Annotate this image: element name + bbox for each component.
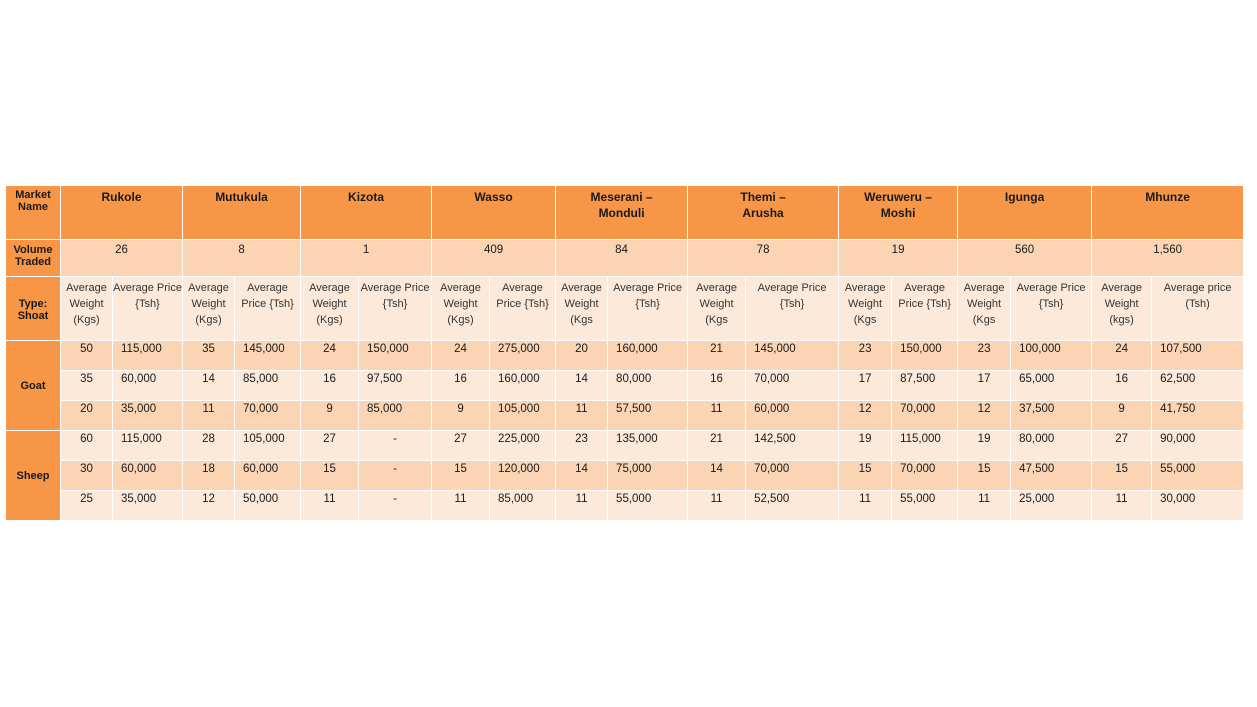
average-price-value: 35,000 bbox=[113, 401, 183, 431]
average-price-value: 65,000 bbox=[1011, 371, 1092, 401]
average-weight-value: 11 bbox=[301, 491, 359, 521]
average-price-value: - bbox=[359, 461, 432, 491]
average-weight-header: Average Weight (Kgs bbox=[958, 277, 1011, 341]
average-weight-value: 15 bbox=[958, 461, 1011, 491]
average-price-value: 57,500 bbox=[608, 401, 688, 431]
average-weight-value: 23 bbox=[556, 431, 608, 461]
volume-traded-value: 1 bbox=[301, 240, 432, 277]
average-price-value: 70,000 bbox=[892, 401, 958, 431]
average-price-value: 145,000 bbox=[746, 341, 839, 371]
market-name-cell bbox=[432, 186, 556, 240]
average-price-value: 50,000 bbox=[235, 491, 301, 521]
average-price-value: 115,000 bbox=[892, 431, 958, 461]
average-weight-value: 35 bbox=[61, 371, 113, 401]
market-name-line: Igunga bbox=[1004, 190, 1045, 204]
average-weight-value: 27 bbox=[1092, 431, 1152, 461]
average-price-value: 60,000 bbox=[113, 461, 183, 491]
average-price-value: 107,500 bbox=[1152, 341, 1244, 371]
livestock-market-table bbox=[5, 185, 1244, 521]
column-subheader-row bbox=[6, 277, 1244, 341]
average-price-value: 85,000 bbox=[235, 371, 301, 401]
average-weight-value: 25 bbox=[61, 491, 113, 521]
average-weight-value: 23 bbox=[958, 341, 1011, 371]
average-weight-value: 14 bbox=[556, 461, 608, 491]
average-price-value: 25,000 bbox=[1011, 491, 1092, 521]
average-price-value: 35,000 bbox=[113, 491, 183, 521]
average-weight-header: Average Weight (Kgs bbox=[839, 277, 892, 341]
average-price-value: 160,000 bbox=[608, 341, 688, 371]
average-price-value: 70,000 bbox=[892, 461, 958, 491]
average-price-value: 105,000 bbox=[490, 401, 556, 431]
average-weight-header: Average Weight (Kgs) bbox=[61, 277, 113, 341]
market-name-cell bbox=[301, 186, 432, 240]
average-price-value: 120,000 bbox=[490, 461, 556, 491]
average-weight-value: 14 bbox=[556, 371, 608, 401]
average-price-value: 145,000 bbox=[235, 341, 301, 371]
average-price-value: 70,000 bbox=[746, 371, 839, 401]
average-weight-value: 17 bbox=[839, 371, 892, 401]
average-weight-value: 12 bbox=[958, 401, 1011, 431]
average-price-value: 70,000 bbox=[235, 401, 301, 431]
average-price-value: 135,000 bbox=[608, 431, 688, 461]
volume-traded-value: 1,560 bbox=[1092, 240, 1244, 277]
average-weight-value: 16 bbox=[301, 371, 359, 401]
market-name-cell bbox=[839, 186, 958, 240]
average-weight-header: Average Weight (Kgs) bbox=[432, 277, 490, 341]
volume-traded-value: 409 bbox=[432, 240, 556, 277]
average-weight-value: 15 bbox=[1092, 461, 1152, 491]
average-price-value: 115,000 bbox=[113, 431, 183, 461]
type-shoat-label: Type: Shoat bbox=[6, 277, 61, 341]
market-name-line: Weruweru – bbox=[864, 190, 932, 204]
market-name-line: Rukole bbox=[101, 190, 142, 204]
livestock-market-table-container bbox=[5, 185, 1241, 521]
average-price-value: 30,000 bbox=[1152, 491, 1244, 521]
average-weight-value: 27 bbox=[301, 431, 359, 461]
average-weight-value: 11 bbox=[556, 401, 608, 431]
average-weight-value: 23 bbox=[839, 341, 892, 371]
average-price-value: 275,000 bbox=[490, 341, 556, 371]
market-name-line: Mhunze bbox=[1145, 190, 1190, 204]
average-weight-value: 11 bbox=[556, 491, 608, 521]
volume-traded-value: 560 bbox=[958, 240, 1092, 277]
average-weight-value: 11 bbox=[958, 491, 1011, 521]
goat-data-row bbox=[6, 341, 1244, 371]
average-price-value: 87,500 bbox=[892, 371, 958, 401]
volume-traded-label: Volume Traded bbox=[6, 240, 61, 277]
average-price-header: Average Price {Tsh} bbox=[113, 277, 183, 341]
market-name-line: Arusha bbox=[742, 206, 784, 220]
average-weight-value: 24 bbox=[301, 341, 359, 371]
goat-label: Goat bbox=[6, 341, 61, 431]
average-price-header: Average Price {Tsh} bbox=[892, 277, 958, 341]
market-name-cell bbox=[1092, 186, 1244, 240]
market-name-row bbox=[6, 186, 1244, 240]
average-weight-value: 21 bbox=[688, 431, 746, 461]
average-weight-header: Average Weight (kgs) bbox=[1092, 277, 1152, 341]
average-weight-value: 27 bbox=[432, 431, 490, 461]
market-name-line: Moshi bbox=[880, 206, 916, 220]
average-price-value: 225,000 bbox=[490, 431, 556, 461]
average-price-value: 41,750 bbox=[1152, 401, 1244, 431]
average-price-value: 90,000 bbox=[1152, 431, 1244, 461]
average-weight-value: 18 bbox=[183, 461, 235, 491]
volume-traded-value: 26 bbox=[61, 240, 183, 277]
average-price-value: 85,000 bbox=[359, 401, 432, 431]
sheep-data-row bbox=[6, 461, 1244, 491]
average-weight-value: 11 bbox=[688, 401, 746, 431]
market-name-line: Themi – bbox=[740, 190, 786, 204]
average-price-value: - bbox=[359, 491, 432, 521]
average-price-value: 55,000 bbox=[608, 491, 688, 521]
average-price-value: 55,000 bbox=[892, 491, 958, 521]
market-name-line: Wasso bbox=[474, 190, 513, 204]
average-price-header: Average Price {Tsh} bbox=[235, 277, 301, 341]
market-name-cell bbox=[61, 186, 183, 240]
market-name-line: Monduli bbox=[598, 206, 645, 220]
average-price-value: 97,500 bbox=[359, 371, 432, 401]
average-weight-value: 11 bbox=[839, 491, 892, 521]
volume-traded-value: 78 bbox=[688, 240, 839, 277]
volume-traded-value: 84 bbox=[556, 240, 688, 277]
average-weight-header: Average Weight (Kgs) bbox=[301, 277, 359, 341]
goat-data-row bbox=[6, 401, 1244, 431]
average-price-value: 47,500 bbox=[1011, 461, 1092, 491]
market-name-line: Mutukula bbox=[215, 190, 268, 204]
average-price-header: Average Price {Tsh} bbox=[359, 277, 432, 341]
average-weight-value: 12 bbox=[839, 401, 892, 431]
average-price-header: Average Price {Tsh} bbox=[490, 277, 556, 341]
average-price-header: Average Price {Tsh} bbox=[608, 277, 688, 341]
volume-traded-value: 8 bbox=[183, 240, 301, 277]
average-weight-value: 60 bbox=[61, 431, 113, 461]
average-weight-value: 9 bbox=[1092, 401, 1152, 431]
average-price-value: 60,000 bbox=[746, 401, 839, 431]
volume-traded-value: 19 bbox=[839, 240, 958, 277]
average-price-value: 100,000 bbox=[1011, 341, 1092, 371]
average-price-value: 55,000 bbox=[1152, 461, 1244, 491]
average-weight-value: 15 bbox=[432, 461, 490, 491]
average-price-value: 115,000 bbox=[113, 341, 183, 371]
average-weight-value: 20 bbox=[61, 401, 113, 431]
average-price-value: - bbox=[359, 431, 432, 461]
average-price-header: Average price (Tsh) bbox=[1152, 277, 1244, 341]
average-price-value: 150,000 bbox=[359, 341, 432, 371]
average-weight-value: 24 bbox=[432, 341, 490, 371]
average-weight-value: 11 bbox=[1092, 491, 1152, 521]
average-weight-value: 19 bbox=[958, 431, 1011, 461]
average-price-value: 85,000 bbox=[490, 491, 556, 521]
average-weight-value: 17 bbox=[958, 371, 1011, 401]
average-price-value: 60,000 bbox=[113, 371, 183, 401]
average-price-value: 62,500 bbox=[1152, 371, 1244, 401]
market-name-cell bbox=[556, 186, 688, 240]
average-price-header: Average Price {Tsh} bbox=[1011, 277, 1092, 341]
average-weight-value: 9 bbox=[432, 401, 490, 431]
average-price-value: 80,000 bbox=[1011, 431, 1092, 461]
average-weight-value: 14 bbox=[183, 371, 235, 401]
average-price-value: 52,500 bbox=[746, 491, 839, 521]
average-price-value: 75,000 bbox=[608, 461, 688, 491]
average-weight-value: 19 bbox=[839, 431, 892, 461]
average-weight-value: 14 bbox=[688, 461, 746, 491]
sheep-data-row bbox=[6, 491, 1244, 521]
average-price-value: 60,000 bbox=[235, 461, 301, 491]
market-name-cell bbox=[958, 186, 1092, 240]
average-weight-value: 16 bbox=[432, 371, 490, 401]
average-price-value: 150,000 bbox=[892, 341, 958, 371]
average-weight-value: 11 bbox=[183, 401, 235, 431]
average-weight-header: Average Weight (Kgs bbox=[556, 277, 608, 341]
average-price-value: 80,000 bbox=[608, 371, 688, 401]
market-name-line: Kizota bbox=[348, 190, 385, 204]
average-weight-value: 50 bbox=[61, 341, 113, 371]
average-weight-value: 11 bbox=[688, 491, 746, 521]
goat-data-row bbox=[6, 371, 1244, 401]
average-weight-header: Average Weight (Kgs bbox=[688, 277, 746, 341]
average-weight-value: 12 bbox=[183, 491, 235, 521]
sheep-label: Sheep bbox=[6, 431, 61, 521]
average-weight-value: 24 bbox=[1092, 341, 1152, 371]
sheep-data-row bbox=[6, 431, 1244, 461]
average-weight-header: Average Weight (Kgs) bbox=[183, 277, 235, 341]
average-weight-value: 21 bbox=[688, 341, 746, 371]
market-name-line: Meserani – bbox=[590, 190, 653, 204]
average-weight-value: 15 bbox=[839, 461, 892, 491]
average-price-value: 105,000 bbox=[235, 431, 301, 461]
average-price-header: Average Price {Tsh} bbox=[746, 277, 839, 341]
average-weight-value: 9 bbox=[301, 401, 359, 431]
average-price-value: 37,500 bbox=[1011, 401, 1092, 431]
market-name-cell bbox=[183, 186, 301, 240]
average-price-value: 70,000 bbox=[746, 461, 839, 491]
average-price-value: 142,500 bbox=[746, 431, 839, 461]
average-weight-value: 16 bbox=[688, 371, 746, 401]
average-weight-value: 28 bbox=[183, 431, 235, 461]
market-name-cell bbox=[688, 186, 839, 240]
average-weight-value: 16 bbox=[1092, 371, 1152, 401]
average-weight-value: 35 bbox=[183, 341, 235, 371]
average-weight-value: 11 bbox=[432, 491, 490, 521]
average-weight-value: 15 bbox=[301, 461, 359, 491]
average-weight-value: 20 bbox=[556, 341, 608, 371]
average-weight-value: 30 bbox=[61, 461, 113, 491]
volume-traded-row bbox=[6, 240, 1244, 277]
average-price-value: 160,000 bbox=[490, 371, 556, 401]
market-name-label: Market Name bbox=[6, 186, 61, 240]
